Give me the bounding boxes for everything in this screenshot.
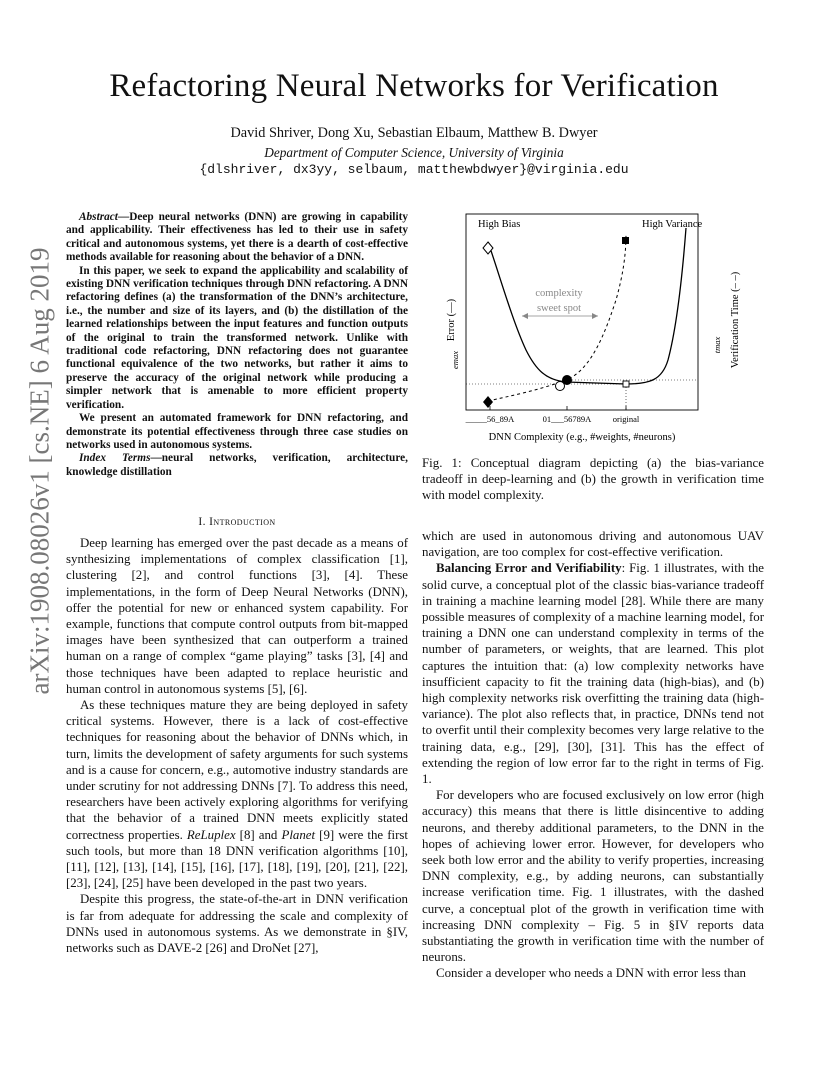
- paper-title: Refactoring Neural Networks for Verification: [109, 68, 719, 104]
- verification-time-curve: [488, 234, 626, 401]
- label-sweet-spot-2: sweet spot: [536, 303, 582, 314]
- abstract-p3: We present an automated framework for DNN refactoring, and demonstrate its potential effectiveness through three case studies on networks used in autonomous systems.: [66, 412, 408, 451]
- sweet-spot-dot-open: [556, 382, 565, 391]
- abstract-p1: —Deep neural networks (DNN) are growing in capability and applicability. Their effectiveness has led to their use in safety critical and autonomous systems, yet there is a dearth of cost-effective methods available for reasoning about the behavior of a DNN.: [66, 211, 408, 264]
- x-axis-label: DNN Complexity (e.g., #weights, #neurons): [488, 432, 676, 443]
- label-sweet-spot-1: complexity: [535, 288, 583, 299]
- balancing-heading: Balancing Error and Verifiability: [436, 561, 622, 576]
- affiliation: Department of Computer Science, University of Virginia: [264, 145, 564, 160]
- abstract: [66, 211, 408, 479]
- figure-1-caption: Fig. 1: Conceptual diagram depicting (a) the bias-variance tradeoff in deep-learning and (b) the growth in verification time with model complexity.: [422, 456, 764, 503]
- y-axis-verification-label: Verification Time (– –): [730, 271, 741, 369]
- right-p0: which are used in autonomous driving and autonomous UAV navigation, are too complex for cost-effective verification.: [422, 529, 764, 560]
- reluplex-name: ReLuplex: [186, 827, 236, 842]
- planet-name: Planet: [281, 827, 316, 842]
- plot-frame: [466, 214, 698, 410]
- intro-p3: Despite this progress, the state-of-the-art in DNN verification is far from adequate for addressing the scale and complexity of DNNs used in autonomous systems. As we demonstrate in §IV, networks such as DAVE-2 [26] and DroNet [27],: [66, 892, 408, 956]
- error-curve: [488, 228, 686, 384]
- right-p3: Consider a developer who needs a DNN with error less than: [436, 966, 747, 981]
- high-variance-square: [622, 237, 629, 244]
- abstract-label: Abstract: [79, 211, 118, 223]
- section-heading-introduction: I. Introduction: [198, 516, 276, 528]
- index-terms: —neural networks, verification, architecture, knowledge distillation: [66, 452, 408, 478]
- tmax-label: tmax: [712, 336, 722, 354]
- right-p1: Balancing Error and Verifiability: Fig. 1 illustrates, with the solid curve, a conceptual plot of the classic bias-variance tradeoff in training a machine learning model [28]. While there are many possible measures of complexity of a machine learning model, for training a DNN one can understand complexity in terms of the number of parameters, or weights, that are learned. This plot captures the intuition that: (a) low complexity networks have insufficient capacity to fit the training data (high-bias), and (b) high complexity networks risk overfitting the training data (high-variance). The plot also reflects that, in practice, DNNs tend not to overfit until their complexity becomes very large relative to the training data, e.g., [29], [30], [31]. This has the effect of extending the region of low error far to the right in terms of Fig. 1.: [422, 561, 764, 787]
- arxiv-stamp-text: arXiv:1908.08026v1 [cs.NE] 6 Aug 2019: [24, 247, 55, 695]
- sweet-spot-arrow-left-head: [522, 313, 528, 319]
- emax-label: emax: [450, 351, 460, 369]
- x-tick-label-2: 01___56789A: [542, 414, 592, 424]
- abstract-p2: In this paper, we seek to expand the applicability and scalability of existing DNN verification techniques through DNN refactoring. A DNN refactoring defines (a) the transformation of the DNN’s architecture, i.e., the number and size of its layers, and (b) the distillation of the learned relationships between the input features and function outputs of the original to train the transformed network. Unlike with traditional code refactoring, DNN refactoring does not guarantee functional equivalence of the two networks, but rather it aims to preserve the accuracy of the original network while producing a simpler network that is amenable to more efficient property verification.: [66, 264, 408, 411]
- x-tick-label-3: original: [612, 414, 640, 424]
- intro-p1: Deep learning has emerged over the past decade as a means of synthesizing implementations of complex classification [1], clustering [2], and control functions [3], [4]. These implementations, in the form of Deep Neural Networks (DNN), offer the potential for new or enhanced system capability. For example, functions that compute control outputs from bit-mapped images have been synthesized that can outperform a trained human on a range of complex “game playing” tasks [3], [4] and those techniques have been adapted to replace heuristic and human control in autonomous systems [5], [6].: [66, 536, 408, 696]
- figure-1-diagram: [430, 210, 741, 446]
- author-emails: {dlshriver, dx3yy, selbaum, matthewbdwyer}@virginia.edu: [199, 162, 629, 177]
- label-high-variance: High Variance: [642, 219, 703, 230]
- right-p2: For developers who are focused exclusively on low error (high accuracy) this means that there is little disincentive to adding neurons, and thereby additional parameters, to the DNN in the hopes of achieving lower error. However, for developers who seek both low error and the ability to verify properties, increasing DNN complexity, e.g., by adding neurons, can substantially increase verification time. Fig. 1 illustrates, with the dashed curve, a conceptual plot of the growth in verification time with increasing DNN complexity – Fig. 5 in §IV reports data substantiating the growth in verification time with the number of neurons.: [422, 788, 764, 965]
- index-terms-label: Index Terms: [79, 452, 151, 465]
- sweet-spot-arrow-right-head: [592, 313, 598, 319]
- right-column-text: [422, 528, 764, 982]
- original-square-open: [623, 381, 629, 387]
- y-axis-error-label: Error (—): [446, 298, 457, 342]
- low-complexity-diamond-filled: [483, 396, 493, 408]
- author-list: David Shriver, Dong Xu, Sebastian Elbaum, Matthew B. Dwyer: [230, 125, 598, 141]
- intro-p2: As these techniques mature they are being deployed in safety critical systems. However, there is a lack of cost-effective techniques for reasoning about the behavior of DNNs which, in turn, limits the development of safety arguments for such systems and is a cause for concern, e.g., automotive industry standards are under scrutiny for not addressing DNNs [7]. To address this need, researchers have been actively exploring algorithms for verifying that the behavior of a trained DNN meets explicitly stated correctness properties. ReLuplex [8] and Planet [9] were the first such tools, but more than 18 DNN verification algorithms [10], [11], [12], [13], [14], [15], [16], [17], [18], [19], [20], [21], [22], [23], [24], [25] have been developed in the past two years.: [66, 698, 408, 891]
- introduction-text: [66, 535, 408, 956]
- label-high-bias: High Bias: [478, 219, 521, 230]
- x-tick-label-1: _____56_89A: [465, 414, 515, 424]
